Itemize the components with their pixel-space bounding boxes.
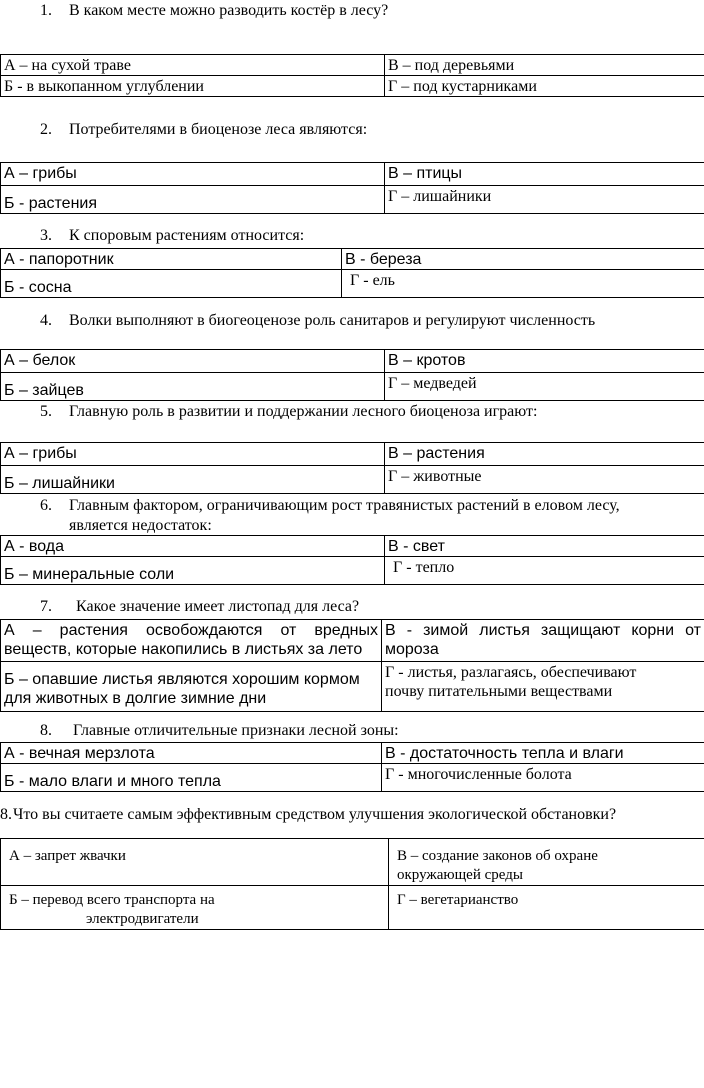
answer-v: [382, 620, 704, 662]
answers-table-6: [0, 535, 704, 585]
question-number: 1.: [40, 2, 52, 19]
answer-b: Б - мало влаги и много тепла: [1, 764, 382, 792]
answer-a-line-2: веществ, которые накопились в листьях за лето: [4, 641, 363, 658]
answer-a: [1, 620, 382, 662]
answer-b: [1, 662, 382, 712]
question-number: 6.: [40, 497, 52, 514]
answer-b-line-2: электродвигатели: [86, 911, 199, 927]
question-text: Волки выполняют в биогеоценозе роль санитаров и регулируют численность: [69, 312, 596, 329]
answer-b: Б – лишайники: [1, 466, 385, 494]
answer-a: А - вечная мерзлота: [1, 743, 382, 764]
question-text: Что вы считаете самым эффективным средством улучшения экологической обстановки?: [13, 806, 617, 823]
answer-b: Б - в выкопанном углублении: [1, 76, 385, 97]
answer-v-line-1: В - зимой листья защищают корни от: [385, 622, 701, 639]
answers-table-7: [0, 619, 704, 712]
question-number: 3.: [40, 227, 52, 244]
answer-b-line-1: Б – перевод всего транспорта на: [9, 892, 215, 908]
answer-v: В – растения: [385, 443, 704, 466]
question-number: 5.: [40, 403, 52, 420]
answer-v: В – под деревьями: [385, 55, 704, 76]
answers-table-9: [0, 838, 704, 930]
answer-g: Г - многочисленные болота: [382, 764, 704, 792]
answer-b: Б - сосна: [1, 270, 342, 298]
answer-b: Б – минеральные соли: [1, 557, 385, 585]
question-number: 8.: [0, 806, 12, 823]
answer-a: А – грибы: [1, 163, 385, 186]
answer-a: А – белок: [1, 350, 385, 373]
answer-v: В - достаточность тепла и влаги: [382, 743, 704, 764]
answer-v: В - береза: [342, 249, 704, 270]
question-text: В каком месте можно разводить костёр в лесу?: [69, 2, 389, 19]
question-text: Главную роль в развитии и поддержании лесного биоценоза играют:: [69, 403, 538, 420]
answer-g-line-2: почву питательными веществами: [385, 683, 613, 700]
question-number: 8.: [40, 722, 52, 739]
answer-g: [382, 662, 704, 712]
answer-g: Г – под кустарниками: [385, 76, 704, 97]
answer-v: [389, 839, 704, 886]
answers-table-2: [0, 162, 704, 214]
answer-g: Г – животные: [385, 466, 704, 494]
question-text: Главные отличительные признаки лесной зоны:: [73, 722, 399, 739]
answer-b-line-1: Б – опавшие листья являются хорошим кормом: [4, 671, 360, 688]
question-text-line-2: является недостаток:: [69, 517, 212, 534]
answer-g: Г - ель: [342, 270, 704, 298]
question-text-line-1: Главным фактором, ограничивающим рост травянистых растений в еловом лесу,: [69, 497, 620, 514]
answer-g: Г – вегетарианство: [389, 886, 704, 930]
answers-table-3: [0, 248, 704, 298]
answer-a: А - вода: [1, 536, 385, 557]
answer-b-line-2: для животных в долгие зимние дни: [4, 690, 267, 707]
answer-g-line-1: Г - листья, разлагаясь, обеспечивают: [385, 664, 637, 681]
answer-v-line-2: мороза: [385, 641, 439, 658]
answer-v: В - свет: [385, 536, 704, 557]
answer-v-line-1: В – создание законов об охране: [397, 848, 598, 864]
answer-v-line-2: окружающей среды: [397, 867, 523, 883]
answer-a: А – на сухой траве: [1, 55, 385, 76]
answer-v: В – кротов: [385, 350, 704, 373]
answers-table-5: [0, 442, 704, 494]
answer-a: А - папоротник: [1, 249, 342, 270]
answers-table-8: [0, 742, 704, 792]
answer-v: В – птицы: [385, 163, 704, 186]
answer-b: Б – зайцев: [1, 373, 385, 401]
answer-a-line-1: А – растения освобождаются от вредных: [4, 622, 378, 639]
question-text: К споровым растениям относится:: [69, 227, 305, 244]
answer-a: А – грибы: [1, 443, 385, 466]
answers-table-1: [0, 54, 704, 97]
answer-g: Г - тепло: [385, 557, 704, 585]
answers-table-4: [0, 349, 704, 401]
question-number: 7.: [40, 598, 52, 615]
question-text: Потребителями в биоценозе леса являются:: [69, 121, 368, 138]
question-number: 2.: [40, 121, 52, 138]
answer-b: Б - растения: [1, 186, 385, 214]
answer-g: Г – медведей: [385, 373, 704, 401]
answer-a: А – запрет жвачки: [1, 839, 389, 886]
question-text: Какое значение имеет листопад для леса?: [76, 598, 360, 615]
answer-g: Г – лишайники: [385, 186, 704, 214]
question-number: 4.: [40, 312, 52, 329]
answer-b: [1, 886, 389, 930]
